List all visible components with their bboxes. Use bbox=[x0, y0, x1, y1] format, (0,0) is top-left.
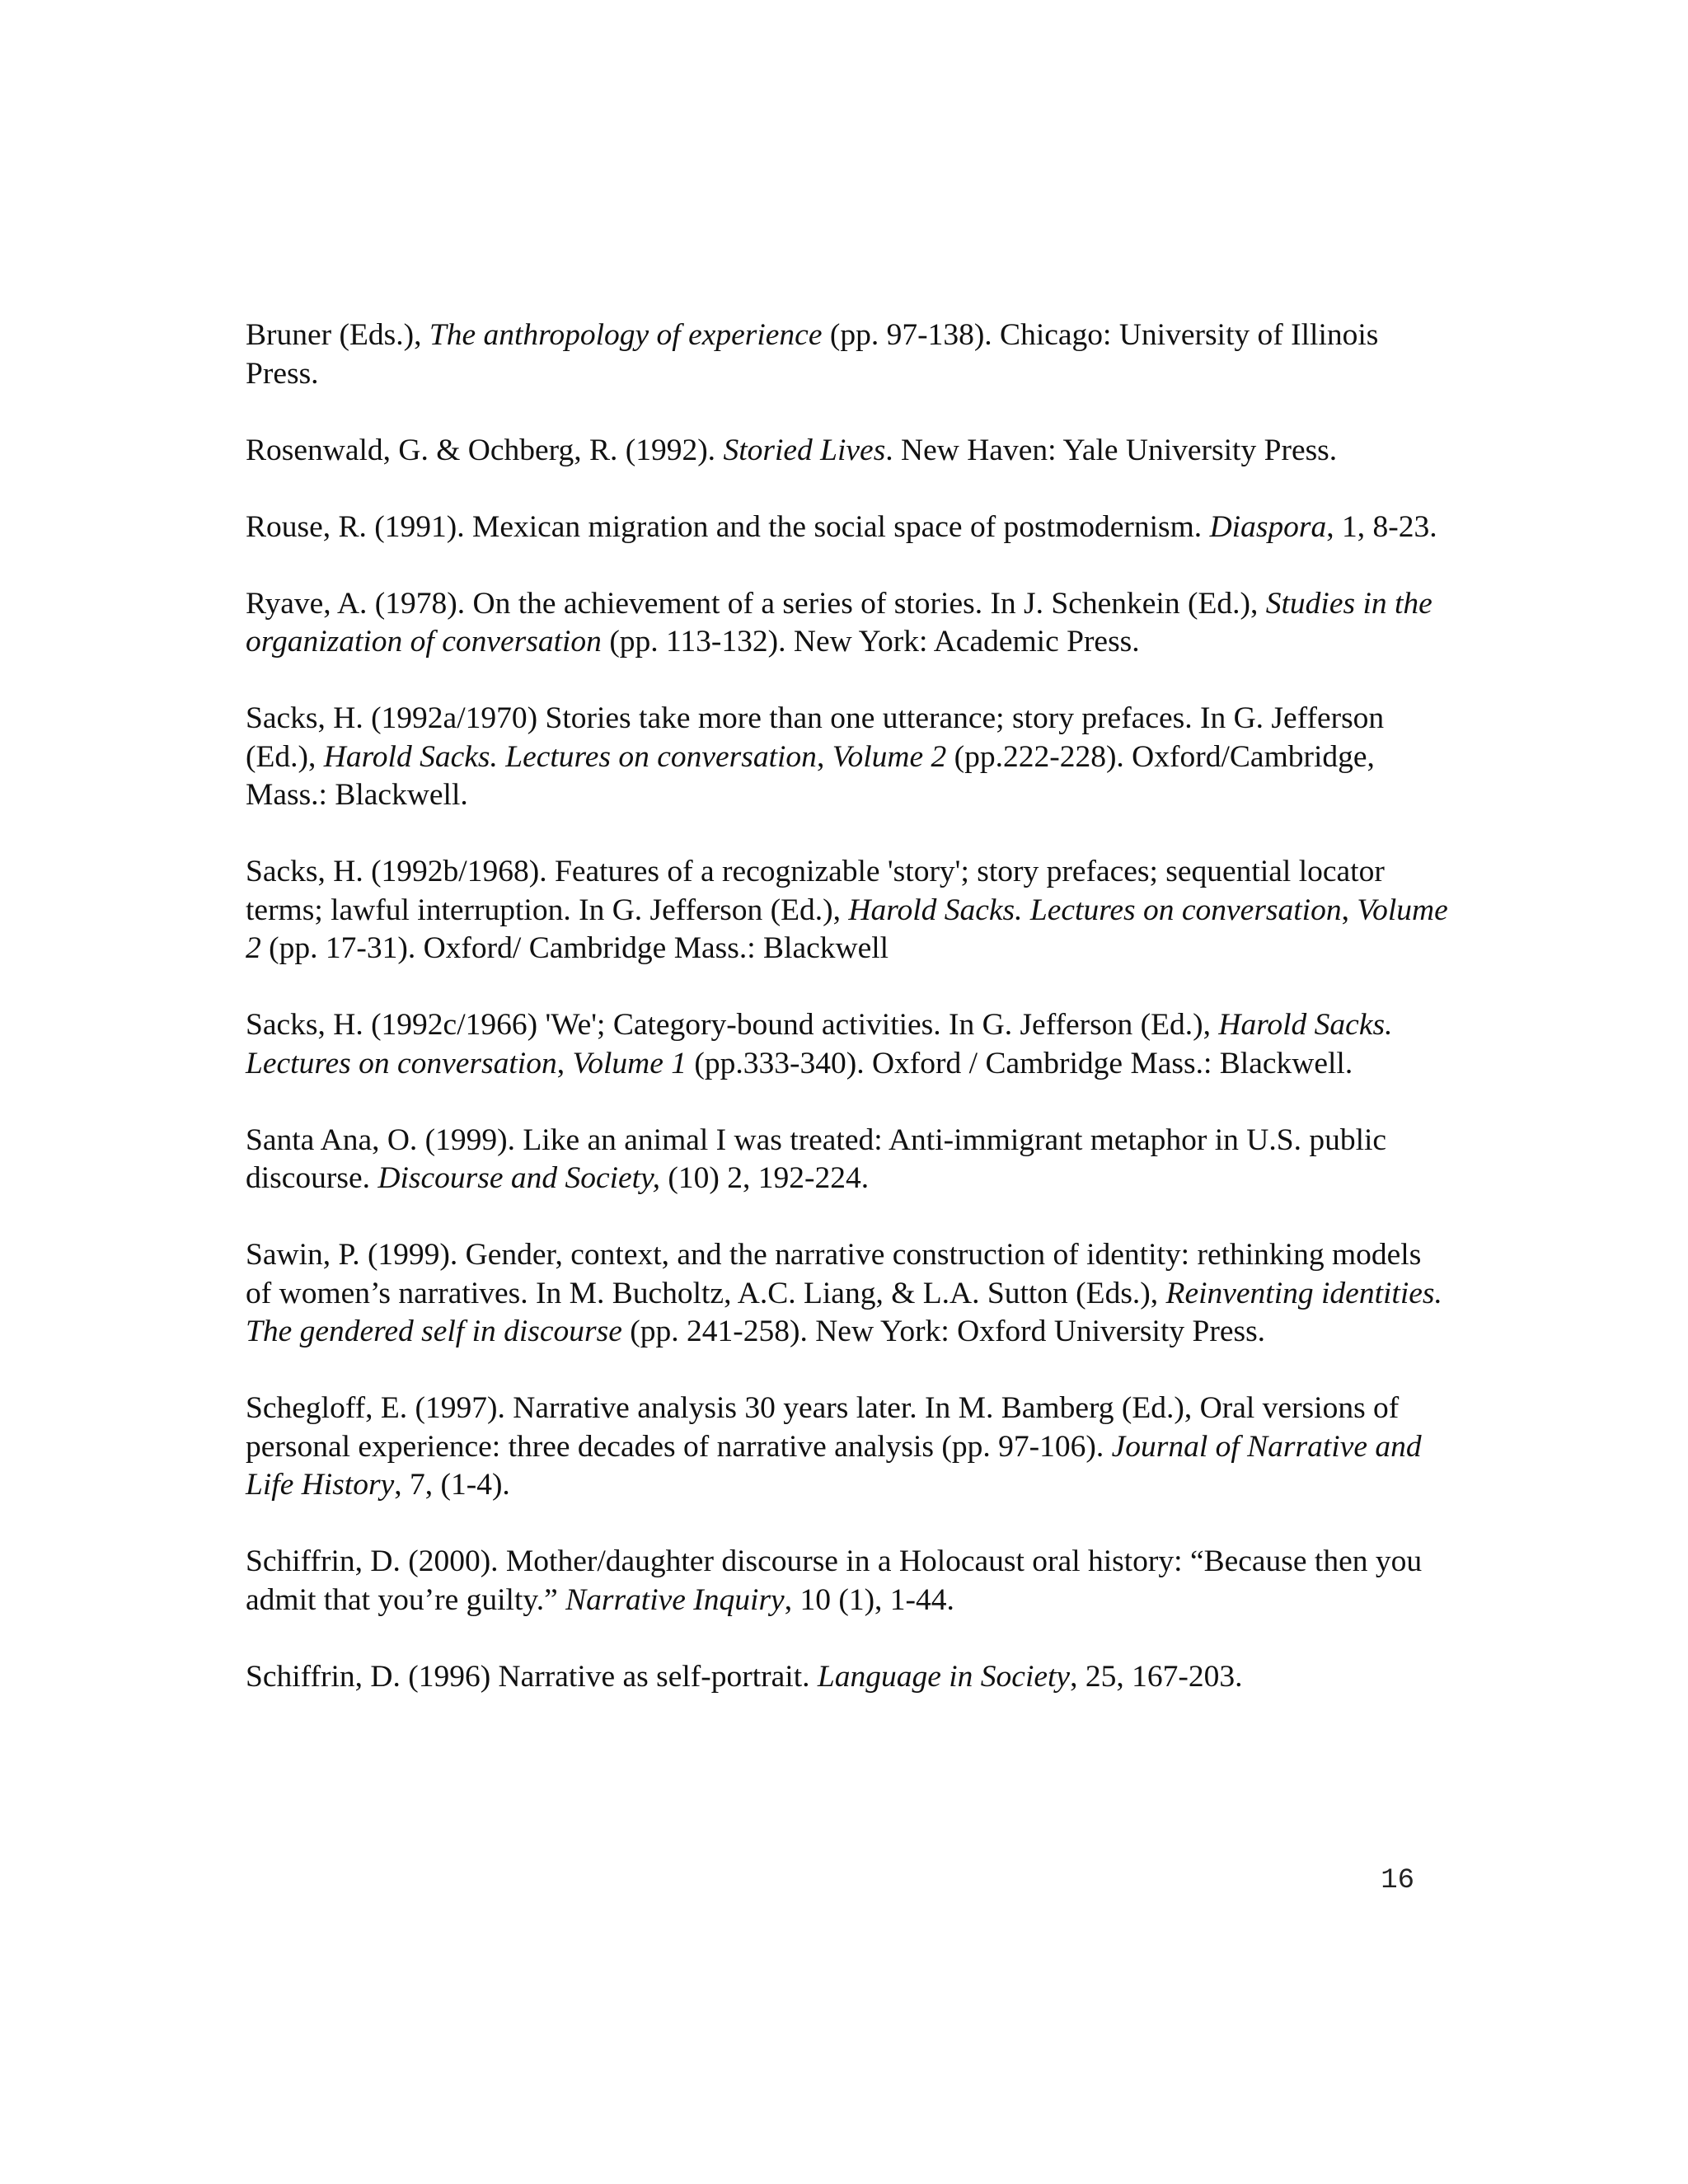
reference-title-italic: Harold Sacks. Lectures on conversation bbox=[848, 893, 1342, 927]
reference-entry bbox=[246, 585, 1449, 662]
reference-text: Rouse, R. (1991). Mexican migration and the social space of postmodernism. bbox=[246, 509, 1210, 544]
reference-text: Ryave, A. (1978). On the achievement of a series of stories. In J. Schenkein (Ed.), bbox=[246, 586, 1266, 621]
reference-text: Rosenwald, G. & Ochberg, R. (1992). bbox=[246, 433, 724, 467]
reference-entry bbox=[246, 509, 1449, 547]
reference-text: (pp. 17-31). Oxford/ Cambridge Mass.: Blackwell bbox=[260, 931, 889, 965]
reference-text: Schiffrin, D. (1996) Narrative as self-portrait. bbox=[246, 1659, 818, 1694]
reference-entry bbox=[246, 700, 1449, 815]
reference-title-italic: Discourse and Society, bbox=[377, 1161, 661, 1195]
reference-text: , bbox=[1341, 893, 1357, 927]
reference-title-italic: Volume 1 bbox=[572, 1046, 687, 1080]
reference-text: (10) 2, 192-224. bbox=[660, 1161, 870, 1195]
reference-text: , 7, (1-4). bbox=[394, 1468, 510, 1502]
reference-text: Sacks, H. (1992b/1968). Features of a recognizable 'story'; story prefaces; sequential locator terms; lawful interruption. In G. Jefferson (Ed.), bbox=[246, 855, 1385, 927]
reference-text: (pp.222-228). Oxford/Cambridge, Mass.: Blackwell. bbox=[246, 739, 1375, 812]
reference-entry bbox=[246, 1658, 1449, 1697]
reference-text: , bbox=[556, 1046, 573, 1080]
reference-title-italic: Narrative Inquiry bbox=[565, 1582, 785, 1617]
reference-entry bbox=[246, 853, 1449, 968]
reference-entry bbox=[246, 316, 1449, 393]
reference-text: . New Haven: Yale University Press. bbox=[885, 433, 1338, 467]
reference-title-italic: Volume 2 bbox=[832, 739, 947, 774]
reference-text: , 25, 167-203. bbox=[1070, 1659, 1243, 1694]
reference-entry bbox=[246, 1006, 1449, 1083]
reference-text: (pp.333-340). Oxford / Cambridge Mass.: Blackwell. bbox=[687, 1046, 1353, 1080]
reference-text: (pp. 97-138). Chicago: University of Illinois Press. bbox=[246, 318, 1379, 391]
reference-title-italic: Studies in the organization of conversation bbox=[246, 586, 1432, 658]
reference-text: Sawin, P. (1999). Gender, context, and the narrative construction of identity: rethinking models of women’s narratives. In M. Bucholtz, A.C. Liang, & L.A. Sutton (Eds.), bbox=[246, 1238, 1422, 1310]
reference-entry bbox=[246, 1543, 1449, 1619]
reference-entry bbox=[246, 1390, 1449, 1505]
reference-entry bbox=[246, 1236, 1449, 1352]
reference-title-italic: Volume 2 bbox=[246, 893, 1448, 965]
reference-text: , 10 (1), 1-44. bbox=[784, 1582, 954, 1617]
reference-title-italic: Language in Society bbox=[817, 1659, 1071, 1694]
reference-text: Schiffrin, D. (2000). Mother/daughter discourse in a Holocaust oral history: “Because then you admit that you’re guilty.” bbox=[246, 1544, 1423, 1617]
reference-title-italic: Harold Sacks. Lectures on conversation bbox=[246, 1008, 1393, 1080]
reference-entry bbox=[246, 1122, 1449, 1198]
reference-text: (pp. 241-258). New York: Oxford University Press. bbox=[621, 1315, 1266, 1348]
reference-text: Santa Ana, O. (1999). Like an animal I was treated: Anti-immigrant metaphor in U.S. public discourse. bbox=[246, 1122, 1387, 1195]
reference-title-italic: Journal of Narrative and Life History bbox=[246, 1429, 1422, 1502]
reference-title-italic: The anthropology of experience bbox=[429, 318, 823, 352]
reference-text: Sacks, H. (1992c/1966) 'We'; Category-bound activities. In G. Jefferson (Ed.), bbox=[246, 1008, 1219, 1042]
reference-text: Bruner (Eds.), bbox=[246, 318, 429, 352]
reference-text: Sacks, H. (1992a/1970) Stories take more than one utterance; story prefaces. In G. Jefferson (Ed.), bbox=[246, 701, 1385, 774]
reference-title-italic: Harold Sacks. Lectures on conversation bbox=[323, 739, 817, 774]
reference-text: , 1, 8-23. bbox=[1326, 509, 1437, 544]
reference-entry bbox=[246, 432, 1449, 471]
reference-title-italic: Diaspora bbox=[1209, 509, 1327, 544]
page-number: 16 bbox=[1381, 1865, 1414, 1896]
reference-title-italic: Storied Lives bbox=[723, 433, 886, 467]
reference-list bbox=[246, 316, 1449, 1735]
reference-text: , bbox=[816, 739, 832, 774]
reference-title-italic: Reinventing identities. The gendered self in discourse bbox=[246, 1276, 1442, 1348]
reference-text: (pp. 113-132). New York: Academic Press. bbox=[601, 625, 1140, 658]
reference-text: Schegloff, E. (1997). Narrative analysis 30 years later. In M. Bamberg (Ed.), Oral versions of personal experience: three decades of narrative analysis (pp. 97-106). bbox=[246, 1391, 1400, 1464]
